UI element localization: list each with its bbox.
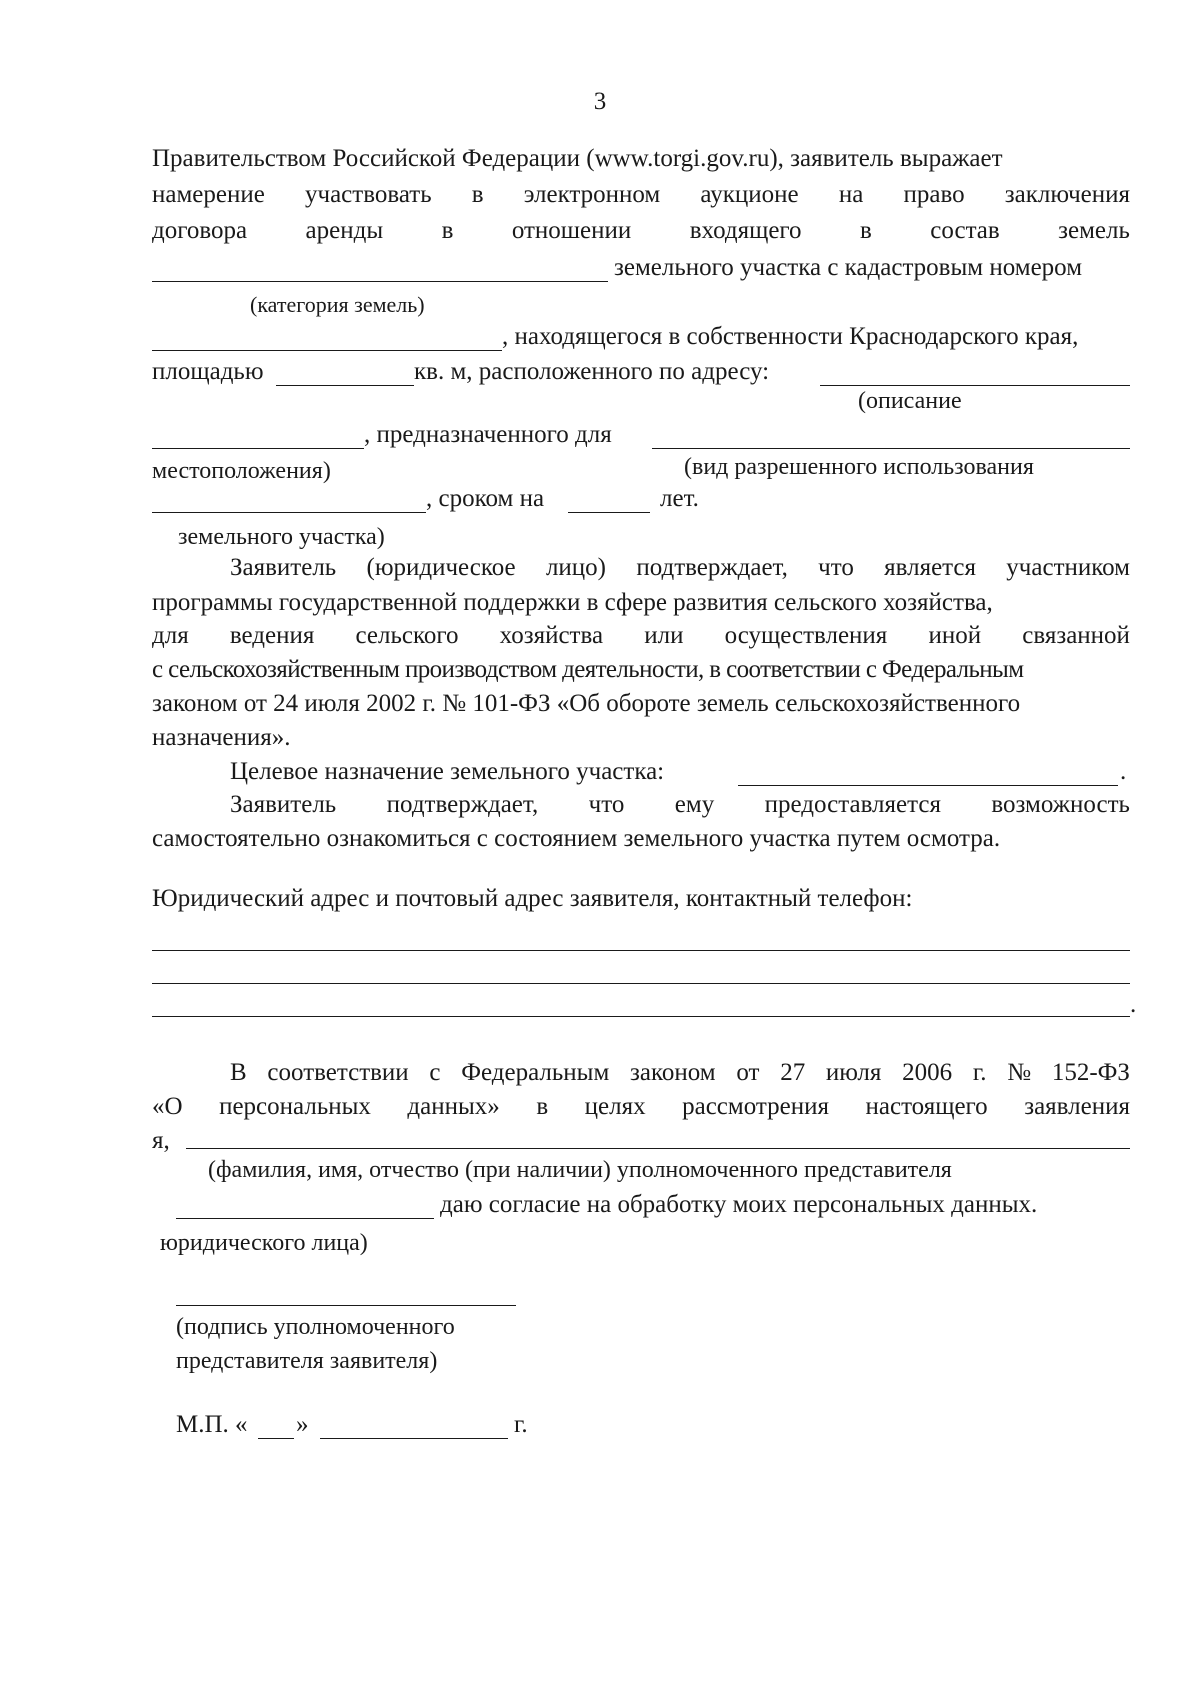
word: договора bbox=[152, 217, 248, 244]
blank-representative-name[interactable] bbox=[186, 1148, 1130, 1149]
blank-purpose[interactable] bbox=[652, 448, 1130, 449]
p2-line1 bbox=[230, 553, 1130, 583]
address-label: Юридический адрес и почтовый адрес заявителя, контактный телефон: bbox=[152, 885, 913, 912]
word: от bbox=[736, 1059, 760, 1086]
word: подтверждает, bbox=[386, 791, 539, 818]
p1-line8-text: , сроком на bbox=[426, 485, 545, 512]
blank-term-years[interactable] bbox=[568, 512, 650, 513]
word: земель bbox=[1058, 217, 1130, 244]
caption-entity: юридического лица) bbox=[160, 1230, 368, 1256]
word: заявления bbox=[1024, 1093, 1130, 1120]
blank-day[interactable] bbox=[258, 1438, 294, 1439]
word: входящего bbox=[689, 217, 802, 244]
blank-land-category[interactable] bbox=[152, 281, 608, 282]
p3-end: . bbox=[1120, 758, 1127, 785]
word: или bbox=[644, 622, 684, 649]
word: «О bbox=[152, 1093, 183, 1120]
consent-line2 bbox=[152, 1092, 1130, 1122]
word: состав bbox=[930, 217, 1000, 244]
consent-line4: даю согласие на обработку моих персональных данных. bbox=[440, 1191, 1038, 1218]
stamp-date-year: г. bbox=[514, 1411, 528, 1438]
word: Заявитель bbox=[230, 791, 337, 818]
word: с bbox=[429, 1059, 441, 1086]
word: аукционе bbox=[700, 181, 799, 208]
word: осуществления bbox=[724, 622, 888, 649]
blank-area[interactable] bbox=[276, 385, 414, 386]
word: электронном bbox=[523, 181, 661, 208]
blank-month-year[interactable] bbox=[320, 1438, 508, 1439]
blank-legal-entity[interactable] bbox=[176, 1218, 434, 1219]
blank-address-line-1[interactable] bbox=[152, 950, 1130, 951]
word: является bbox=[884, 554, 976, 581]
word: В bbox=[230, 1059, 247, 1086]
consent-line1 bbox=[230, 1058, 1130, 1088]
p2-line3 bbox=[152, 621, 1130, 651]
p1-line4: земельного участка с кадастровым номером bbox=[614, 254, 1083, 281]
caption-name: (фамилия, имя, отчество (при наличии) уполномоченного представителя bbox=[208, 1157, 952, 1183]
word: соответствии bbox=[267, 1059, 409, 1086]
p1-line3 bbox=[152, 216, 1130, 246]
p1-line6-label: площадью bbox=[152, 358, 264, 385]
word: что bbox=[588, 791, 625, 818]
word: для bbox=[152, 622, 189, 649]
word: № bbox=[1007, 1059, 1032, 1086]
word: иной bbox=[928, 622, 982, 649]
signature-caption-1: (подпись уполномоченного bbox=[176, 1314, 455, 1340]
caption-land-category: (категория земель) bbox=[250, 292, 425, 317]
word: заключения bbox=[1004, 181, 1130, 208]
blank-address-line-3[interactable] bbox=[152, 1016, 1130, 1017]
p1-line1: Правительством Российской Федерации (www.torgi.gov.ru), заявитель выражает bbox=[152, 145, 1003, 172]
p3-text: Целевое назначение земельного участка: bbox=[230, 758, 665, 785]
page-number: 3 bbox=[593, 88, 607, 115]
word: (юридическое bbox=[366, 554, 516, 581]
word: данных» bbox=[407, 1093, 500, 1120]
consent-line3-prefix: я, bbox=[152, 1127, 170, 1154]
word: предоставляется bbox=[764, 791, 941, 818]
word: отношении bbox=[511, 217, 632, 244]
p1-line2 bbox=[152, 180, 1130, 210]
word: ему bbox=[674, 791, 715, 818]
word: в bbox=[441, 217, 454, 244]
p2-line5: законом от 24 июля 2002 г. № 101-ФЗ «Об обороте земель сельскохозяйственного bbox=[152, 690, 1021, 717]
word: право bbox=[903, 181, 965, 208]
word: настоящего bbox=[865, 1093, 988, 1120]
word: возможность bbox=[991, 791, 1130, 818]
word: персональных bbox=[219, 1093, 371, 1120]
p2-line4: с сельскохозяйственным производством деятельности, в соответствии с Федеральным bbox=[152, 656, 1024, 683]
caption-plot: земельного участка) bbox=[178, 524, 385, 550]
blank-target-purpose[interactable] bbox=[738, 785, 1118, 786]
word: Заявитель bbox=[230, 554, 337, 581]
p2-line6: назначения». bbox=[152, 724, 291, 751]
word: участвовать bbox=[305, 181, 432, 208]
p1-line6-text: кв. м, расположенного по адресу: bbox=[414, 358, 770, 385]
blank-location[interactable] bbox=[152, 448, 364, 449]
word: июля bbox=[825, 1059, 882, 1086]
address-end: . bbox=[1130, 991, 1137, 1018]
word: в bbox=[536, 1093, 549, 1120]
caption-description: (описание bbox=[858, 388, 962, 414]
p4-line2: самостоятельно ознакомиться с состоянием земельного участка путем осмотра. bbox=[152, 825, 1001, 852]
word: хозяйства bbox=[499, 622, 604, 649]
word: 2006 bbox=[902, 1059, 953, 1086]
word: намерение bbox=[152, 181, 265, 208]
word: на bbox=[838, 181, 864, 208]
word: 27 bbox=[780, 1059, 806, 1086]
blank-address-line-2[interactable] bbox=[152, 983, 1130, 984]
word: сельского bbox=[355, 622, 459, 649]
signature-caption-2: представителя заявителя) bbox=[176, 1348, 438, 1374]
blank-cadastral-number[interactable] bbox=[152, 350, 502, 351]
p4-line1 bbox=[230, 790, 1130, 820]
caption-use: (вид разрешенного использования bbox=[684, 454, 1034, 480]
stamp-date-prefix: М.П. « bbox=[176, 1411, 248, 1438]
word: лицо) bbox=[545, 554, 607, 581]
word: ведения bbox=[229, 622, 315, 649]
p1-line8-end: лет. bbox=[660, 485, 699, 512]
word: законом bbox=[630, 1059, 716, 1086]
word: что bbox=[818, 554, 854, 581]
p2-line2: программы государственной поддержки в сфере развития сельского хозяйства, bbox=[152, 589, 993, 616]
blank-signature[interactable] bbox=[176, 1305, 516, 1306]
p1-line5: , находящегося в собственности Краснодарского края, bbox=[502, 323, 1079, 350]
stamp-date-close: » bbox=[296, 1411, 309, 1438]
p1-line7: , предназначенного для bbox=[364, 421, 612, 448]
word: 152-ФЗ bbox=[1051, 1059, 1130, 1086]
word: г. bbox=[972, 1059, 987, 1086]
word: в bbox=[471, 181, 484, 208]
word: в bbox=[860, 217, 872, 244]
word: Федеральным bbox=[461, 1059, 610, 1086]
caption-location: местоположения) bbox=[152, 458, 331, 484]
word: подтверждает, bbox=[636, 554, 788, 581]
word: связанной bbox=[1022, 622, 1130, 649]
word: целях bbox=[584, 1093, 646, 1120]
word: рассмотрения bbox=[682, 1093, 829, 1120]
word: участником bbox=[1006, 554, 1130, 581]
blank-use-type[interactable] bbox=[152, 512, 426, 513]
word: аренды bbox=[305, 217, 384, 244]
